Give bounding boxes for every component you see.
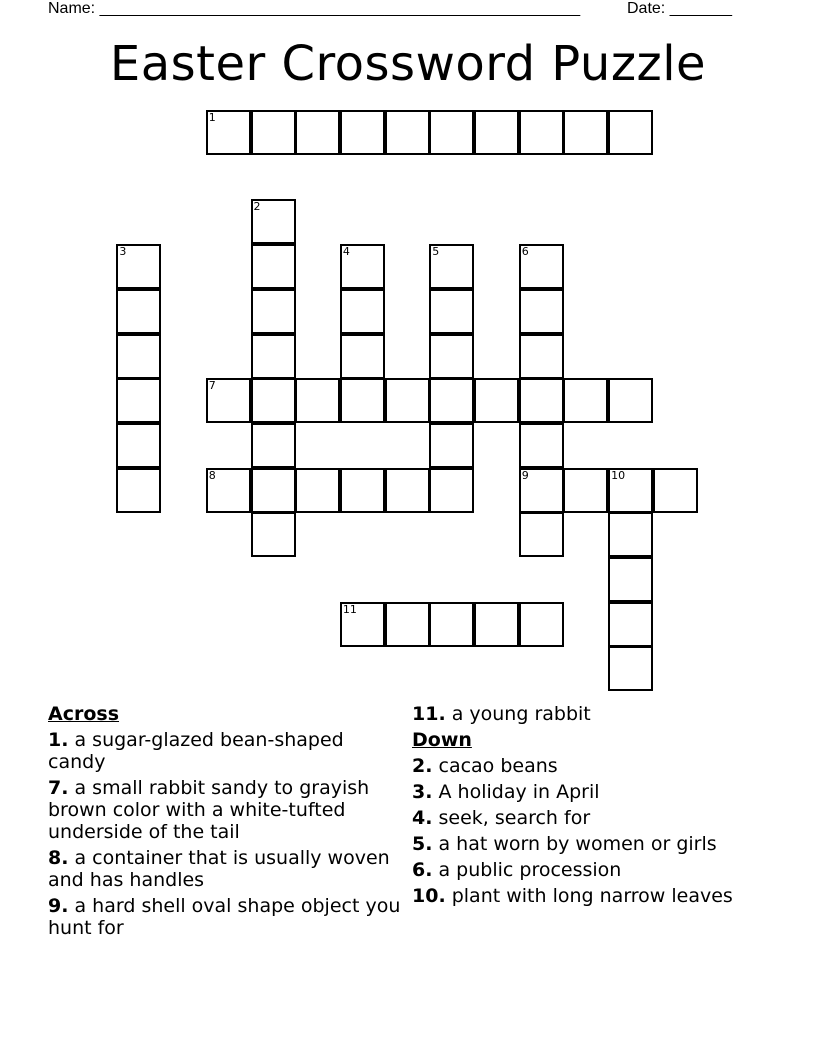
crossword-cell[interactable]: [608, 512, 653, 557]
crossword-cell[interactable]: [519, 334, 564, 379]
crossword-cell[interactable]: [519, 423, 564, 468]
clue-text: a hard shell oval shape object you hunt for: [48, 895, 401, 939]
crossword-cell[interactable]: [385, 110, 430, 155]
cell-number: 10: [611, 468, 626, 482]
crossword-cell[interactable]: [385, 468, 430, 513]
crossword-cell[interactable]: [340, 334, 385, 379]
across-clue-7: [48, 777, 403, 843]
crossword-cell[interactable]: [474, 602, 519, 647]
crossword-cell[interactable]: [474, 378, 519, 423]
clue-number: 10.: [412, 885, 446, 907]
cell-number: 8: [208, 468, 216, 482]
down-clue-5: [412, 833, 782, 855]
clues-left-column: [48, 703, 403, 943]
crossword-cell[interactable]: [251, 423, 296, 468]
clue-text: a container that is usually woven and has handles: [48, 847, 390, 891]
crossword-cell[interactable]: [251, 244, 296, 289]
page-title: Easter Crossword Puzzle: [109, 36, 707, 92]
down-clue-2: [412, 755, 782, 777]
crossword-cell[interactable]: [340, 244, 385, 289]
cell-number: 7: [208, 379, 216, 393]
crossword-cell[interactable]: [206, 378, 251, 423]
clue-number: 3.: [412, 781, 433, 803]
date-field: Date: _______: [627, 0, 732, 17]
crossword-cell[interactable]: [519, 378, 564, 423]
clue-number: 9.: [48, 895, 69, 917]
crossword-cell[interactable]: [206, 110, 251, 155]
clue-text: a small rabbit sandy to grayish brown color with a white-tufted underside of the tail: [48, 777, 370, 843]
crossword-cell[interactable]: [519, 468, 564, 513]
crossword-cell[interactable]: [563, 110, 608, 155]
crossword-cell[interactable]: [563, 378, 608, 423]
clue-text: seek, search for: [438, 807, 591, 829]
crossword-cell[interactable]: [608, 557, 653, 602]
name-field: Name: ______________________________________________________: [48, 0, 581, 17]
crossword-cell[interactable]: [385, 378, 430, 423]
crossword-cell[interactable]: [608, 378, 653, 423]
cell-number: 2: [253, 200, 261, 214]
down-clue-4: [412, 807, 782, 829]
crossword-cell[interactable]: [608, 468, 653, 513]
crossword-cell[interactable]: [519, 244, 564, 289]
crossword-cell[interactable]: [653, 468, 698, 513]
crossword-cell[interactable]: [116, 378, 161, 423]
clue-number: 4.: [412, 807, 433, 829]
crossword-cell[interactable]: [340, 110, 385, 155]
crossword-cell[interactable]: [429, 468, 474, 513]
crossword-cell[interactable]: [474, 110, 519, 155]
crossword-cell[interactable]: [519, 602, 564, 647]
crossword-cell[interactable]: [340, 468, 385, 513]
clue-text: a young rabbit: [451, 703, 591, 725]
across-clue-11: [412, 703, 782, 725]
clue-text: a sugar-glazed bean-shaped candy: [48, 729, 344, 773]
crossword-cell[interactable]: [563, 468, 608, 513]
down-heading: Down: [412, 729, 472, 751]
across-clue-8: [48, 847, 403, 891]
crossword-cell[interactable]: [116, 334, 161, 379]
clue-text: a hat worn by women or girls: [438, 833, 717, 855]
down-clue-3: [412, 781, 782, 803]
down-clue-6: [412, 859, 782, 881]
clue-number: 8.: [48, 847, 69, 869]
cell-number: 4: [342, 245, 350, 259]
cell-number: 6: [521, 245, 529, 259]
crossword-cell[interactable]: [429, 244, 474, 289]
across-heading: Across: [48, 703, 120, 725]
cell-number: 5: [432, 245, 440, 259]
clue-number: 7.: [48, 777, 69, 799]
clue-number: 2.: [412, 755, 433, 777]
cell-number: 11: [342, 602, 357, 616]
clue-text: a public procession: [438, 859, 622, 881]
cell-number: 3: [119, 245, 127, 259]
clue-text: plant with long narrow leaves: [451, 885, 733, 907]
crossword-cell[interactable]: [385, 602, 430, 647]
clue-text: A holiday in April: [438, 781, 600, 803]
crossword-cell[interactable]: [206, 468, 251, 513]
crossword-cell[interactable]: [519, 110, 564, 155]
crossword-cell[interactable]: [608, 646, 653, 691]
clues-right-column: [412, 703, 782, 911]
crossword-cell[interactable]: [295, 378, 340, 423]
crossword-cell[interactable]: [608, 602, 653, 647]
clue-number: 5.: [412, 833, 433, 855]
crossword-cell[interactable]: [429, 110, 474, 155]
crossword-cell[interactable]: [429, 602, 474, 647]
crossword-cell[interactable]: [295, 468, 340, 513]
crossword-cell[interactable]: [429, 334, 474, 379]
crossword-cell[interactable]: [251, 110, 296, 155]
crossword-cell[interactable]: [251, 468, 296, 513]
down-clue-10: [412, 885, 782, 907]
crossword-cell[interactable]: [519, 512, 564, 557]
crossword-cell[interactable]: [340, 378, 385, 423]
crossword-cell[interactable]: [116, 468, 161, 513]
cell-number: 9: [521, 468, 529, 482]
cell-number: 1: [208, 111, 216, 124]
crossword-cell[interactable]: [340, 602, 385, 647]
clue-number: 6.: [412, 859, 433, 881]
crossword-cell[interactable]: [116, 244, 161, 289]
crossword-cell[interactable]: [519, 289, 564, 334]
crossword-cell[interactable]: [608, 110, 653, 155]
crossword-cell[interactable]: [340, 289, 385, 334]
crossword-cell[interactable]: [429, 423, 474, 468]
crossword-cell[interactable]: [429, 378, 474, 423]
crossword-cell[interactable]: [251, 378, 296, 423]
crossword-cell[interactable]: [429, 289, 474, 334]
across-clue-9: [48, 895, 403, 939]
crossword-cell[interactable]: [116, 423, 161, 468]
crossword-cell[interactable]: [251, 289, 296, 334]
crossword-cell[interactable]: [251, 334, 296, 379]
crossword-cell[interactable]: [116, 289, 161, 334]
across-clue-1: [48, 729, 403, 773]
clue-number: 11.: [412, 703, 446, 725]
crossword-cell[interactable]: [251, 199, 296, 244]
crossword-cell[interactable]: [251, 512, 296, 557]
clue-number: 1.: [48, 729, 69, 751]
clue-text: cacao beans: [438, 755, 558, 777]
crossword-cell[interactable]: [295, 110, 340, 155]
